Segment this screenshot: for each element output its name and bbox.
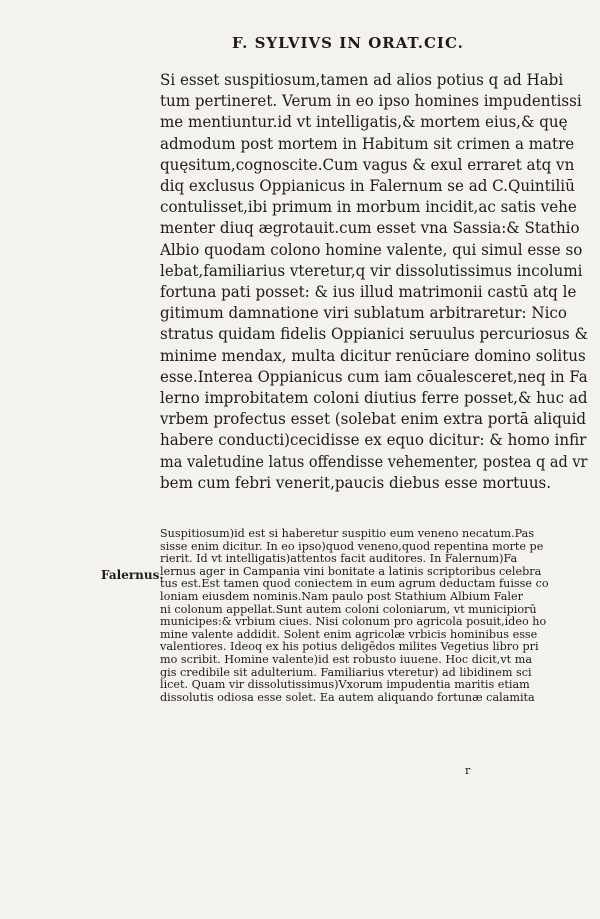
catchword: r [465, 764, 471, 777]
main-text-line: menter diuq ægrotauit.cum esset vna Sassia:& Stathio [160, 219, 580, 238]
commentary [160, 527, 600, 703]
commentary-line: licet. Quam vir dissolutissimus)Vxorum impudentia maritis etiam [160, 677, 530, 692]
margin-note: Falernus. [101, 568, 164, 582]
commentary-line: mine valente addidit. Solent enim agricolæ vrbicis hominibus esse [160, 626, 538, 641]
main-text-line: lebat,familiarius vteretur,q vir dissolutissimus incolumi [160, 261, 583, 280]
main-text-line: esse.Interea Oppianicus cum iam cōualesceret,neq in Fa [160, 367, 588, 386]
running-header: F. SYLVIVS IN ORAT.CIC. [232, 34, 464, 52]
commentary-line: tus est.Est tamen quod coniectem in eum agrum deductam fuisse co [160, 576, 549, 591]
commentary-line: municipes:& vrbium ciues. Nisi colonum pro agricola posuit,ideo ho [160, 614, 547, 629]
main-text-line: stratus quidam fidelis Oppianici seruulus percuriosus & [160, 325, 588, 344]
main-text-line: Albio quodam colono homine valente, qui simul esse so [160, 240, 583, 259]
commentary-line: gis credibile sit adulterium. Familiarius vteretur) ad libidinem sci [160, 664, 532, 679]
main-text-line: me mentiuntur.id vt intelligatis,& mortem eius,& quę [160, 113, 568, 132]
main-text [160, 70, 600, 494]
main-text-line: Si esset suspitiosum,tamen ad alios potius q ad Habi [160, 71, 564, 89]
commentary-line: Suspitiosum)id est si haberetur suspitio eum veneno necatum.Pas [160, 526, 535, 540]
main-text-line: quęsitum,cognoscite.Cum vagus & exul erraret atq vn [160, 155, 575, 174]
commentary-line: valentiores. Ideoq ex his potius deligēdos milites Vegetius libro pri [160, 639, 539, 654]
commentary-line: mo scribit. Homine valente)id est robusto iuuene. Hoc dicit,vt ma [160, 651, 533, 666]
commentary-line: ni colonum appellat.Sunt autem coloni coloniarum, vt municipiorū [160, 601, 537, 616]
commentary-line: loniam eiusdem nominis.Nam paulo post Stathium Albium Faler [160, 588, 523, 603]
commentary-line: rierit. Id vt intelligatis)attentos facit auditores. In Falernum)Fa [160, 551, 518, 566]
main-text-line: contulisset,ibi primum in morbum incidit,ac satis vehe [160, 198, 577, 217]
commentary-line: lernus ager in Campania vini bonitate a latinis scriptoribus celebra [160, 563, 542, 578]
main-text-line: gitimum damnatione viri sublatum arbitraretur: Nico [160, 304, 567, 323]
main-text-line: fortuna pati posset: & ius illud matrimonii castū atq le [160, 283, 577, 302]
main-text-line: diq exclusus Oppianicus in Falernum se ad C.Quintiliū [160, 177, 575, 196]
main-text-line: minime mendax, multa dicitur renūciare domino solitus [160, 346, 586, 365]
main-text-line: habere conducti)cecidisse ex equo dicitur: & homo infir [160, 431, 587, 450]
main-text-line: tum pertineret. Verum in eo ipso homines impudentissi [160, 92, 582, 111]
main-text-line: lerno improbitatem coloni diutius ferre posset,& huc ad [160, 389, 588, 408]
main-text-line: ma valetudine latus offendisse vehementer, postea q ad vr [160, 452, 588, 471]
main-text-line: vrbem profectus esset (solebat enim extra portā aliquid [160, 410, 587, 429]
main-text-line: bem cum febri venerit,paucis diebus esse mortuus. [160, 473, 552, 492]
main-text-line: admodum post mortem in Habitum sit crimen a matre [160, 134, 575, 153]
commentary-line: dissolutis odiosa esse solet. Ea autem aliquando fortunæ calamita [160, 689, 535, 704]
commentary-line: sisse enim dicitur. In eo ipso)quod veneno,quod repentina morte pe [160, 538, 544, 553]
